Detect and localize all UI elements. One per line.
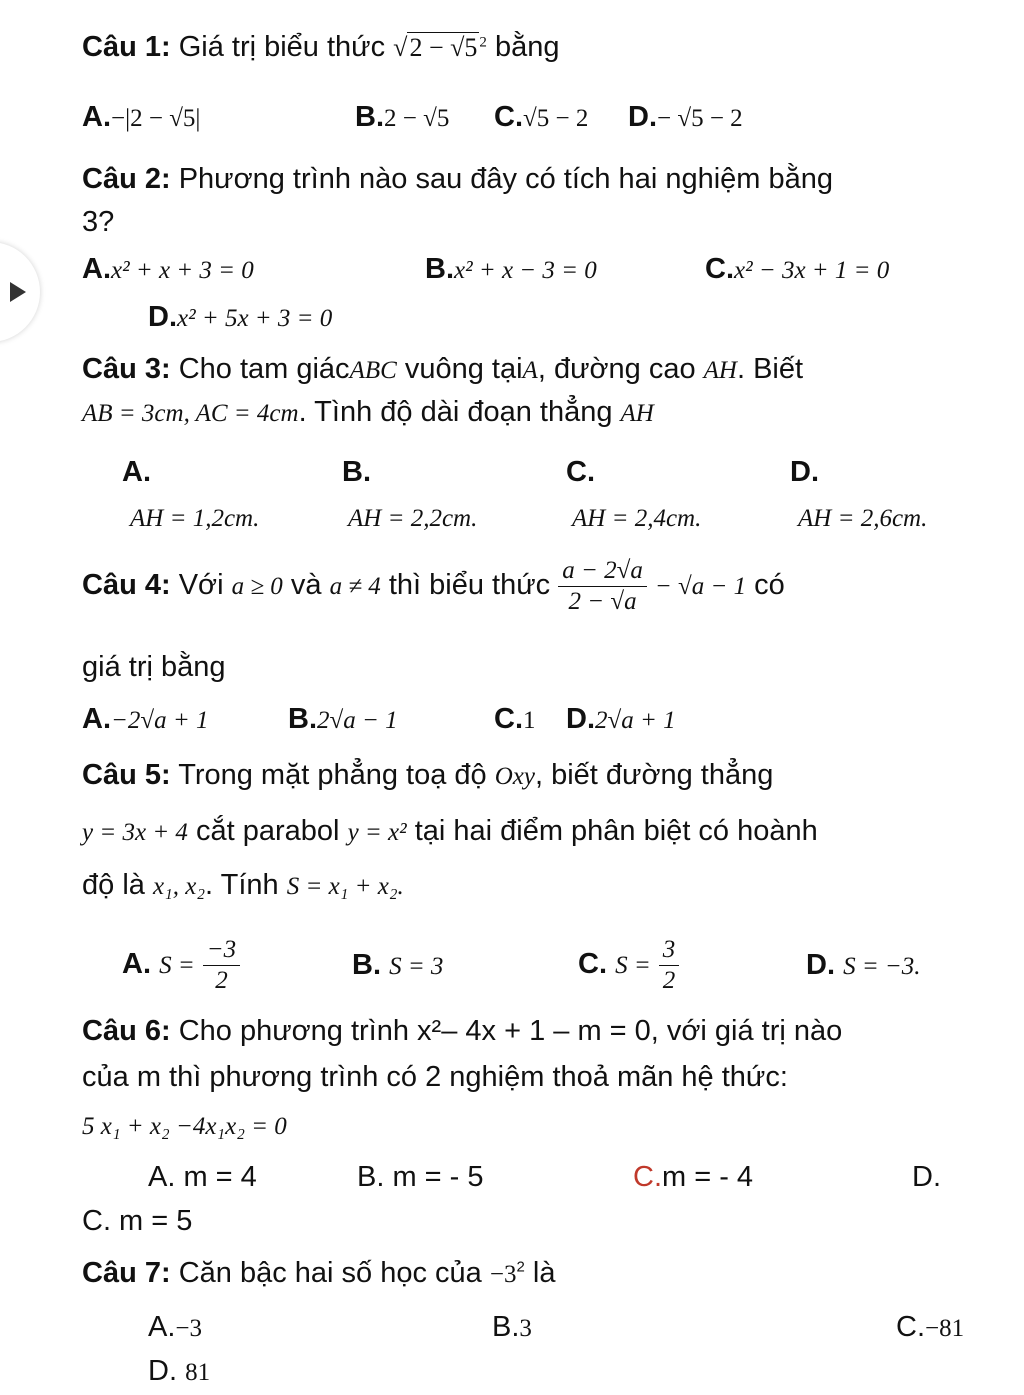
q2-option-a: A.x² + x + 3 = 0 (82, 253, 254, 285)
question-6-relation: 5 x₁ + x₂ −4x₁x₂ = 0 (82, 1113, 287, 1140)
question-3: Câu 3: Cho tam giácABC vuông tạiA, đường cao AH. Biết (82, 353, 804, 385)
q6-option-b: B. m = - 5 (357, 1161, 484, 1193)
question-6-line2: của m thì phương trình có 2 nghiệm thoả mãn hệ thức: (82, 1061, 788, 1093)
question-2: Câu 2: Phương trình nào sau đây có tích hai nghiệm bằng (82, 163, 834, 195)
question-5: Câu 5: Trong mặt phẳng toạ độ Oxy, biết đường thẳng (82, 759, 774, 791)
question-2-line2: 3? (82, 206, 115, 238)
q5-option-a: A. S = $\frac{-3}{2}$ (122, 935, 240, 996)
q3-option-c: AH = 2,4cm. (572, 505, 702, 532)
q2-option-b: B.x² + x − 3 = 0 (425, 253, 597, 285)
question-5-line2: y = 3x + 4 cắt parabol y = x² tại hai điểm phân biệt có hoành (82, 815, 818, 847)
q7-option-d: D. 81 (148, 1355, 211, 1387)
q6-option-c: C.m = - 4 (633, 1161, 754, 1193)
q4-option-b: B.2√a − 1 (288, 703, 398, 735)
q5-option-c: C. S = $\frac{3}{2}$ (578, 935, 679, 996)
q4-option-a: A.−2√a + 1 (82, 703, 209, 735)
question-4-line2: giá trị bằng (82, 651, 226, 683)
q4-option-c: C.1 (494, 703, 536, 735)
question-6: Câu 6: Cho phương trình x²– 4x + 1 – m = 0, với giá trị nào (82, 1015, 843, 1047)
q3-option-a: AH = 1,2cm. (130, 505, 260, 532)
q7-option-c: C.−81 (896, 1311, 965, 1343)
q6-option-extra: C. m = 5 (82, 1205, 193, 1237)
media-play-overlay[interactable] (0, 242, 40, 342)
q1-option-b: B.2 − √5 (355, 101, 450, 133)
question-3-line2: AB = 3cm, AC = 4cm. Tình độ dài đoạn thẳng AH (82, 396, 654, 428)
q4-option-d: D.2√a + 1 (566, 703, 676, 735)
q3-option-d: AH = 2,6cm. (798, 505, 928, 532)
q1-option-c: C.√5 − 2 (494, 101, 589, 133)
question-5-line3: độ là x₁, x₂. Tính S = x₁ + x₂. (82, 869, 404, 901)
q7-option-b: B.3 (492, 1311, 532, 1343)
question-1: Câu 1: Giá trị biểu thức √2 − √5 $^2$ bằng (82, 31, 560, 63)
play-icon (10, 282, 26, 302)
question-4: Câu 4: Với a ≥ 0 và a ≠ 4 thì biểu thức $\frac{a - 2√a}{2 - √a}$ − √a − 1 có (82, 557, 785, 615)
q1-option-d: D.− √5 − 2 (628, 101, 743, 133)
question-7: Câu 7: Căn bậc hai số học của $-3^2$ là (82, 1257, 556, 1289)
q3-option-b: AH = 2,2cm. (348, 505, 478, 532)
q2-option-d: D.x² + 5x + 3 = 0 (148, 301, 333, 333)
q2-option-c: C.x² − 3x + 1 = 0 (705, 253, 890, 285)
q5-option-b: B. S = 3 (352, 949, 444, 981)
q6-option-a: A. m = 4 (148, 1161, 257, 1193)
q4-fraction: $\frac{a - 2√a}{2 - √a}$ (558, 556, 647, 617)
q3-option-b-letter: B. (342, 456, 371, 488)
q6-option-d: D. (912, 1161, 941, 1193)
q5-option-d: D. S = −3. (806, 949, 921, 981)
q1-option-a: A.−|2 − √5| (82, 101, 201, 133)
q3-option-d-letter: D. (790, 456, 819, 488)
q3-option-a-letter: A. (122, 456, 151, 488)
q7-option-a: A.−3 (148, 1311, 203, 1343)
q3-option-c-letter: C. (566, 456, 595, 488)
